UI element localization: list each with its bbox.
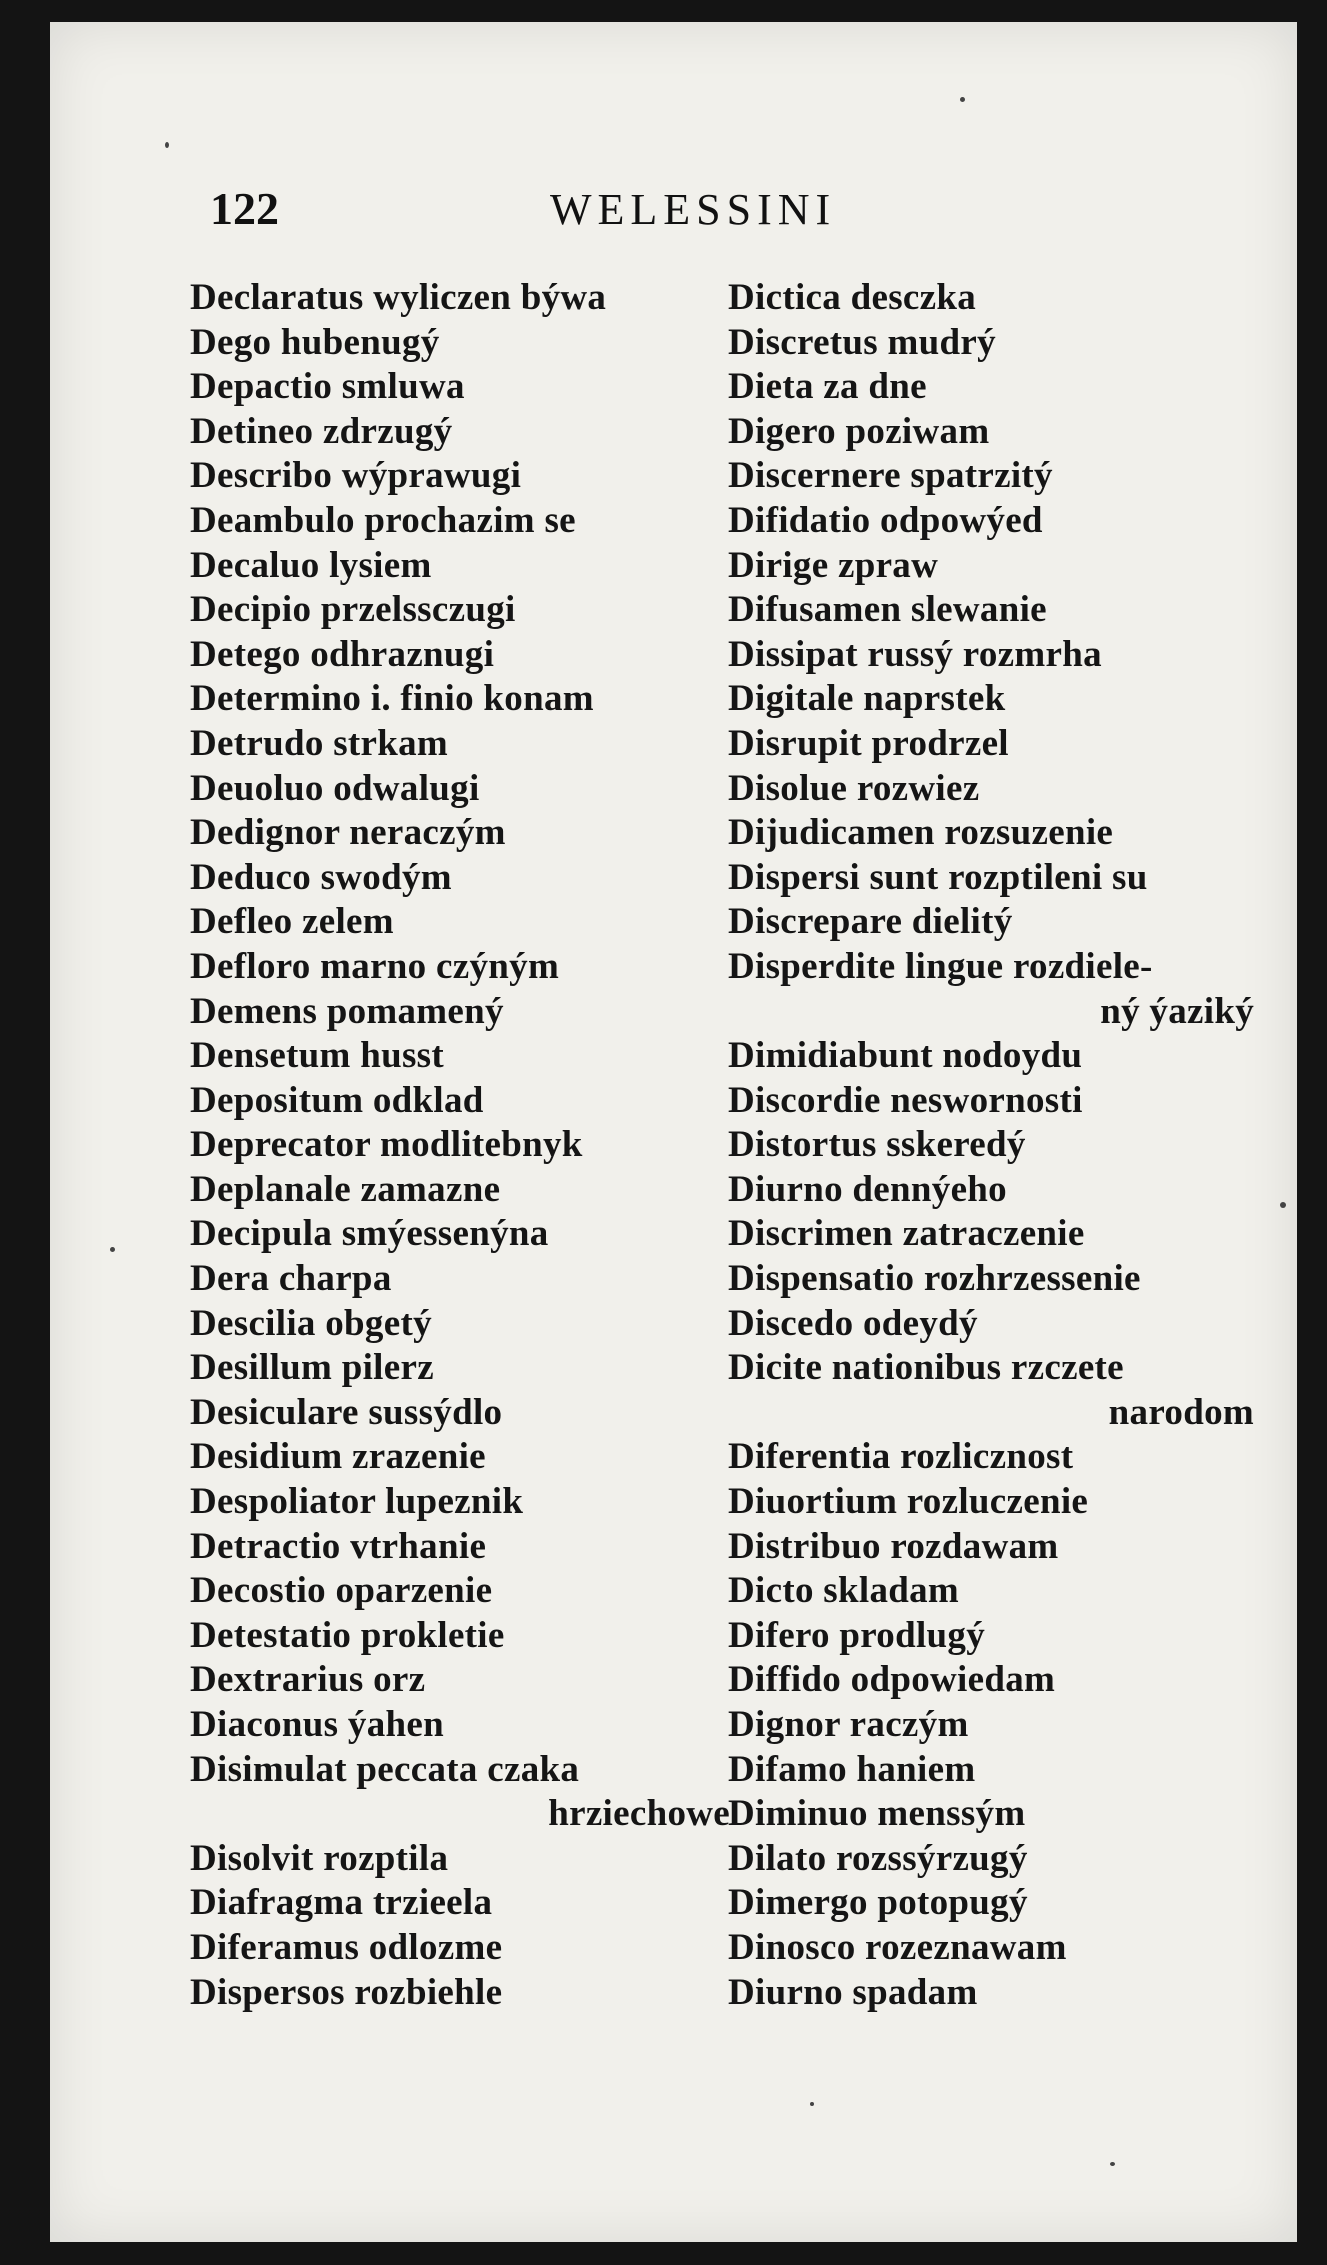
dictionary-entry: Desillum pilerz (190, 1347, 434, 1389)
dictionary-entry: Disimulat peccata czaka (190, 1748, 580, 1790)
dictionary-entry: Dego hubenugý (190, 321, 440, 363)
dictionary-entry: Discordie neswornosti (728, 1079, 1083, 1121)
dictionary-entry: Dimidiabunt nodoydu (728, 1035, 1083, 1077)
page-number: 122 (210, 183, 279, 234)
dictionary-entry: Discretus mudrý (728, 321, 996, 363)
dictionary-entry: Dignor raczým (728, 1704, 969, 1745)
right-column (728, 276, 1288, 2015)
dictionary-entry: Defloro marno czýným (190, 945, 560, 987)
book-page (50, 22, 1297, 2242)
dictionary-entry: Detineo zdrzugý (190, 410, 453, 452)
running-title: WELESSINI (550, 185, 837, 234)
dictionary-entry: Distribuo rozdawam (728, 1525, 1059, 1567)
dictionary-entry: Diminuo menssým (728, 1793, 1026, 1835)
dictionary-entry: Digero poziwam (728, 410, 990, 452)
dictionary-entry: Disrupit prodrzel (728, 722, 1009, 764)
dictionary-entry: Dictica desczka (728, 277, 977, 318)
paper-speck (960, 97, 965, 102)
dictionary-entry: Discedo odeydý (728, 1302, 978, 1344)
dictionary-entry: Difidatio odpowýed (728, 499, 1043, 541)
dictionary-entry: Detestatio prokletie (190, 1614, 505, 1656)
dictionary-entry: Deduco swodým (190, 856, 452, 898)
dictionary-entry: Deambulo prochazim se (190, 499, 576, 541)
dictionary-entry: Diafragma trzieela (190, 1882, 493, 1924)
dictionary-entry: Dirige zpraw (728, 544, 939, 586)
paper-speck (110, 1247, 115, 1252)
dictionary-entry: Detego odhraznugi (190, 633, 495, 675)
dictionary-entry: Defleo zelem (190, 901, 394, 943)
dictionary-entry: Decipio przelssczugi (190, 589, 516, 631)
paper-speck (1110, 2162, 1115, 2166)
dictionary-entry: Distortus sskeredý (728, 1124, 1026, 1166)
dictionary-entry-continuation: narodom (1108, 1391, 1254, 1433)
dictionary-entry: Deprecator modlitebnyk (190, 1124, 583, 1166)
dictionary-entry: Dera charpa (190, 1258, 392, 1300)
page-header (50, 182, 1297, 242)
left-column (190, 276, 750, 2015)
dictionary-entry: Diurno dennýeho (728, 1168, 1007, 1210)
dictionary-entry: Dicto skladam (728, 1570, 960, 1612)
dictionary-entry: Diaconus ýahen (190, 1704, 445, 1745)
paper-speck (165, 142, 169, 148)
dictionary-entry: Deplanale zamazne (190, 1168, 501, 1210)
dictionary-entry: Diurno spadam (728, 1971, 978, 2013)
dictionary-entry: Dinosco rozeznawam (728, 1926, 1067, 1968)
dictionary-entry: Difamo haniem (728, 1748, 976, 1790)
dictionary-entry: Deuoluo odwalugi (190, 767, 480, 809)
dictionary-entry: Dispersi sunt rozptileni su (728, 856, 1148, 898)
dictionary-entry: Disolue rozwiez (728, 767, 980, 809)
dictionary-entry: Despoliator lupeznik (190, 1481, 524, 1523)
dictionary-entry: Dicite nationibus rzczete (728, 1347, 1124, 1389)
dictionary-entry: Dijudicamen rozsuzenie (728, 812, 1114, 854)
dictionary-entry: Dissipat russý rozmrha (728, 633, 1102, 675)
dictionary-entry: Dieta za dne (728, 366, 927, 408)
dictionary-entry: Dimergo potopugý (728, 1882, 1028, 1924)
dictionary-entry: Densetum husst (190, 1035, 444, 1077)
dictionary-entry: Diffido odpowiedam (728, 1659, 1056, 1701)
dictionary-entry: Difusamen slewanie (728, 589, 1047, 631)
dictionary-entry: Decaluo lysiem (190, 544, 432, 586)
dictionary-entry: Dextrarius orz (190, 1659, 426, 1701)
dictionary-entry: Dispensatio rozhrzessenie (728, 1258, 1141, 1300)
dictionary-entry: Diferamus odlozme (190, 1926, 503, 1968)
dictionary-entry: Decipula smýessenýna (190, 1213, 549, 1255)
dictionary-entry-continuation: hrziechowe (548, 1793, 730, 1835)
dictionary-entry: Discernere spatrzitý (728, 455, 1053, 497)
dictionary-entry: Dedignor neraczým (190, 812, 506, 854)
dictionary-entry: Dispersos rozbiehle (190, 1971, 503, 2013)
dictionary-entry: Discrimen zatraczenie (728, 1213, 1085, 1255)
dictionary-entry: Desidium zrazenie (190, 1436, 486, 1478)
dictionary-entry: Demens pomamený (190, 990, 504, 1032)
dictionary-entry: Desiculare sussýdlo (190, 1391, 503, 1433)
dictionary-entry: Descilia obgetý (190, 1302, 432, 1344)
dictionary-entry: Diferentia rozlicznost (728, 1436, 1074, 1478)
dictionary-entry: Determino i. finio konam (190, 678, 594, 720)
dictionary-entry: Decostio oparzenie (190, 1570, 493, 1612)
dictionary-entry: Describo wýprawugi (190, 455, 522, 497)
dictionary-entry: Depositum odklad (190, 1079, 484, 1121)
dictionary-entry: Diuortium rozluczenie (728, 1481, 1089, 1523)
dictionary-entry: Digitale naprstek (728, 678, 1006, 720)
dictionary-entry: Depactio smluwa (190, 366, 465, 408)
dictionary-entry: Difero prodlugý (728, 1614, 986, 1656)
dictionary-entry: Detractio vtrhanie (190, 1525, 487, 1567)
dictionary-entry: Detrudo strkam (190, 722, 449, 764)
paper-speck (810, 2102, 814, 2106)
dictionary-entry: Discrepare dielitý (728, 901, 1013, 943)
paper-speck (1280, 1202, 1286, 1208)
dictionary-entry: Dilato rozssýrzugý (728, 1837, 1028, 1879)
dictionary-entry-continuation: ný ýaziký (1100, 990, 1254, 1032)
dictionary-entry: Disolvit rozptila (190, 1837, 449, 1879)
dictionary-entry: Disperdite lingue rozdiele- (728, 945, 1153, 987)
dictionary-entry: Declaratus wyliczen býwa (190, 277, 607, 318)
